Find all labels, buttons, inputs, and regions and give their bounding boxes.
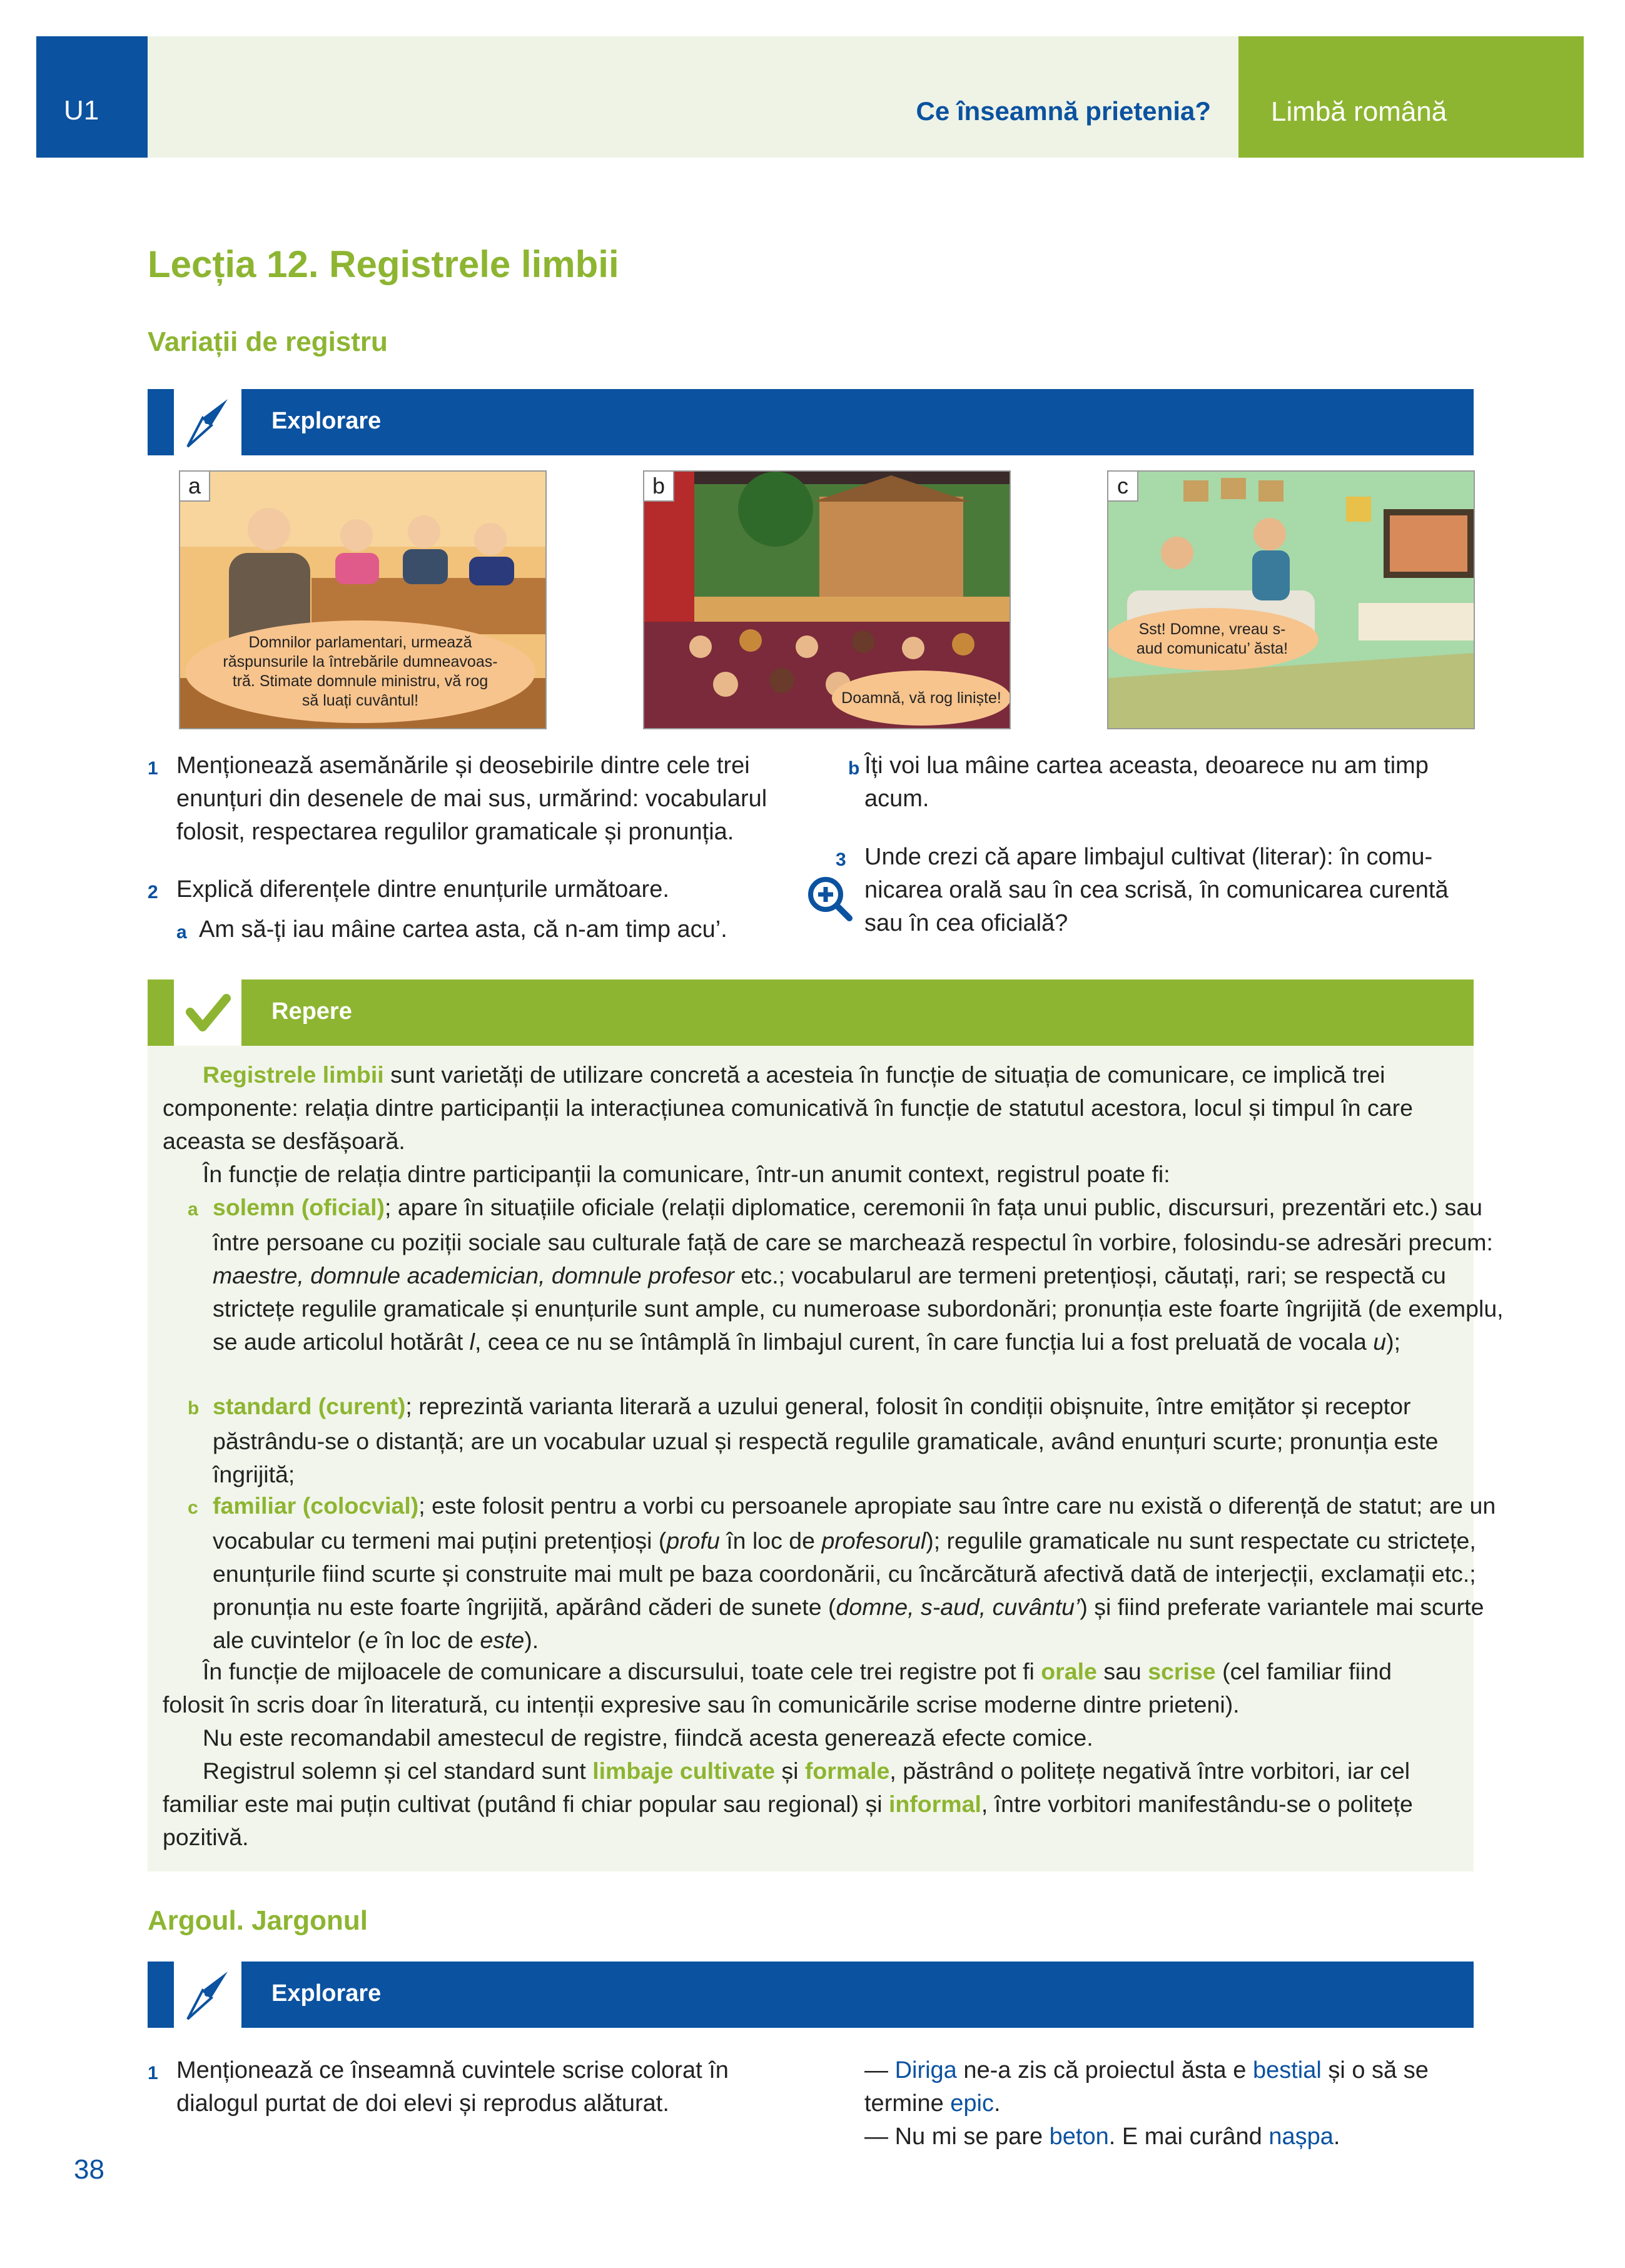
item-c-text-1: ; este folosit pentru a vorbi cu persoanele apropiate sau între care nu există o diferență de statut; are un vocabular cu termeni mai puțini pretențioși ( (213, 1492, 1496, 1554)
item-c-letter: c (188, 1497, 198, 1518)
p3-text-b: sau (1096, 1658, 1148, 1684)
p3-text-c: (cel familiar fiind folosit în scris doar în literatură, cu intenții expresive sau în comunicările scrise moderne dintre prieteni). (163, 1658, 1392, 1718)
slang-word-naspa: nașpa (1268, 2124, 1334, 2150)
compass-icon (174, 1962, 241, 2028)
checkmark-icon (174, 980, 241, 1046)
item-c-example-1: profu (666, 1527, 720, 1554)
exercise-2b-text: Îți voi lua mâine cartea aceasta, deoarece nu am timp acum. (864, 752, 1429, 812)
exercise-2-text: Explică diferențele dintre enunțurile următoare. (176, 876, 669, 903)
exercise-1 (148, 749, 786, 849)
dialogue-text: . E mai curând (1108, 2124, 1269, 2150)
dialogue-line-2 (864, 2120, 1477, 2154)
exercise-argou-1 (148, 2054, 786, 2120)
item-a-text-1: ; apare în situațiile oficiale (relații diplomatice, ceremonii în fața unui public, discursuri, prezentări etc.) sau între persoane cu poziții sociale sau culturale față de care se marchează respectul în vorbire, folosindu-se adresări precum: (213, 1194, 1493, 1255)
repere-p1-text: sunt varietăți de utilizare concretă a acesteia în funcție de situația de comunicare, ce implică trei componente: relația dintre participanții la interacțiunea comunicativă în funcție de statutul acestora, locul și timpul în care aceasta se desfășoară. (163, 1061, 1413, 1154)
exercise-2b (836, 749, 1474, 816)
item-b-letter: b (188, 1398, 200, 1419)
section-title-argoul: Argoul. Jargonul (148, 1905, 368, 1936)
p5-text-a: Registrul solemn și cel standard sunt (203, 1758, 593, 1784)
illustration-a (179, 470, 547, 729)
illustration-b-tag: b (644, 472, 674, 502)
repere-label: Repere (271, 998, 352, 1025)
dialogue-dash: — (864, 2057, 895, 2083)
exercise-1-text: Menționează asemănările și deosebirile dintre cele trei enunțuri din desenele de mai sus, urmărind: vocabularul folosit, respectarea regulilor gramaticale și pronunția. (176, 752, 767, 845)
item-c-text-4: ) și fiind preferate variantele mai scurte ale cuvintelor ( (213, 1594, 1484, 1653)
explorare-label-2: Explorare (271, 1980, 382, 2007)
repere-item-b (163, 1390, 1507, 1491)
exercise-3 (836, 841, 1474, 940)
page-number: 38 (74, 2154, 104, 2185)
item-c-text-5: în loc de (378, 1627, 480, 1653)
p5-text-d: , între vorbitori manifestându-se o politețe pozitivă. (163, 1791, 1413, 1850)
explorare-banner-2 (148, 1962, 1474, 2028)
illustration-c-tag: c (1108, 472, 1138, 502)
speech-bubble-a: Domnilor parlamentari, urmează răspunsurile la întrebările dumneavoastră. Stimate domnule ministru, vă rog să luați cuvântul! (185, 620, 535, 723)
repere-item-a (163, 1191, 1507, 1359)
item-b-text: ; reprezintă varianta literară a uzului general, folosit în condiții obișnuite, între emițător și receptor păstrându-se o distanță; are un vocabular uzual și respectă regulile gramaticale, având enunțuri scurte; pronunția este îngrijită; (213, 1393, 1439, 1487)
dialogue-text: . (1333, 2124, 1340, 2150)
term-standard: standard (curent) (213, 1393, 406, 1419)
exercise-2a-letter: a (176, 922, 187, 943)
exercise-2a (176, 913, 789, 946)
term-familiar: familiar (colocvial) (213, 1492, 419, 1519)
section-title-variatii: Variații de registru (148, 327, 388, 357)
slang-word-beton: beton (1049, 2124, 1109, 2150)
exercise-argou-1-text: Menționează ce înseamnă cuvintele scrise colorat în dialogul purtat de doi elevi și reprodus alăturat. (176, 2057, 729, 2117)
item-c-text-6: ). (524, 1627, 539, 1653)
term-registrele-limbii: Registrele limbii (203, 1061, 384, 1088)
item-c-text-2: în loc de (719, 1527, 822, 1554)
p5-text-b: și (774, 1758, 805, 1784)
explorare-banner (148, 389, 1474, 455)
term-orale: orale (1041, 1658, 1097, 1684)
dialogue-text: ne-a zis că proiectul ăsta e (956, 2057, 1253, 2083)
repere-paragraph-5 (163, 1754, 1457, 1854)
exercise-3-number: 3 (836, 849, 846, 870)
subject-label: Limbă română (1271, 96, 1447, 127)
exercise-2b-letter: b (848, 758, 860, 779)
repere-paragraph-2: În funcție de relația dintre participanții la comunicare, într-un anumit context, registrul poate fi: (203, 1161, 1170, 1187)
item-c-example-4: e (365, 1627, 378, 1653)
item-c-text-3: ); regulile gramaticale nu sunt respectate cu strictețe, enunțurile fiind scurte și construite mai mult pe baza coordonării, cu încărcătură afectivă dată de interjecții, exclamații etc.; pronunția nu este foarte îngrijită, apărând căderi de sunete ( (213, 1527, 1476, 1620)
repere-paragraph-1 (163, 1058, 1457, 1158)
item-a-vowel: u (1373, 1329, 1387, 1355)
exercise-2a-text: Am să-ți iau mâine cartea asta, că n-am timp acu’. (199, 916, 727, 943)
item-c-example-2: profesorul (821, 1527, 926, 1554)
item-c-example-5: este (480, 1627, 525, 1653)
explorare-label: Explorare (271, 408, 382, 434)
item-a-examples: maestre, domnule academician, domnule profesor (213, 1262, 734, 1288)
item-a-text-3: , ceea ce nu se întâmplă în limbajul curent, în care funcția lui a fost preluată de vocala (475, 1329, 1374, 1355)
dialogue-text: Nu mi se pare (894, 2124, 1050, 2150)
term-formale: formale (804, 1758, 890, 1784)
speech-bubble-b: Doamnă, vă rog liniște! (832, 671, 1011, 726)
illustration-a-tag: a (180, 472, 210, 502)
term-limbaje-cultivate: limbaje cultivate (592, 1758, 775, 1784)
p3-text-a: În funcție de mijloacele de comunicare a discursului, toate cele trei registre pot fi (203, 1658, 1041, 1684)
item-c-example-3: domne, s-aud, cuvântu’ (836, 1594, 1080, 1620)
item-a-text-2: etc.; vocabularul are termeni pretențioși, căutați, rari; se respectă cu strictețe regulile gramaticale și enunțurile sunt ample, cu numeroase subordonări; pronunția este foarte îngrijită (de exemplu, se aude articolul hotărât (213, 1262, 1504, 1355)
exercise-argou-1-number: 1 (148, 2063, 158, 2083)
illustration-c (1107, 470, 1475, 729)
item-a-text-4: ); (1386, 1329, 1401, 1355)
compass-icon (174, 389, 241, 455)
repere-paragraph-4: Nu este recomandabil amestecul de registre, fiindcă acesta generează efecte comice. (203, 1724, 1093, 1751)
unit-badge (36, 36, 148, 158)
header-bar (148, 36, 1238, 158)
slang-word-diriga: Diriga (894, 2057, 957, 2083)
illustration-b (643, 470, 1011, 729)
unit-label: U1 (64, 95, 99, 126)
chapter-title: Ce înseamnă prietenia? (916, 96, 1211, 126)
repere-banner (148, 980, 1474, 1046)
exercise-2-number: 2 (148, 882, 158, 903)
subject-badge (1238, 36, 1584, 158)
repere-paragraph-3 (163, 1655, 1457, 1721)
dialogue-line-1 (864, 2054, 1477, 2120)
slang-word-bestial: bestial (1252, 2057, 1322, 2083)
item-a-article: l (469, 1329, 475, 1355)
lesson-title: Lecția 12. Registrele limbii (148, 243, 619, 285)
item-a-letter: a (188, 1199, 198, 1220)
dialogue-text: . (994, 2090, 1001, 2117)
slang-word-epic: epic (950, 2090, 994, 2117)
speech-bubble-c: Sst! Domne, vreau s-aud comunicatu’ ăsta! (1107, 608, 1319, 671)
dialogue-dash: — (864, 2124, 895, 2150)
term-solemn: solemn (oficial) (213, 1194, 385, 1220)
exercise-3-text: Unde crezi că apare limbajul cultivat (literar): în comunicarea orală sau în cea scrisă, în comunicarea curentă sau în cea oficială? (864, 844, 1449, 936)
exercise-2 (148, 873, 786, 906)
exercise-1-number: 1 (148, 758, 158, 779)
term-scrise: scrise (1148, 1658, 1216, 1684)
term-informal: informal (888, 1791, 981, 1817)
repere-item-c (163, 1489, 1507, 1657)
dialogue-text: și o să se termine (864, 2057, 1429, 2117)
p5-text-c: , păstrând o politețe negativă între vorbitori, iar cel familiar este mai puțin cultivat (putând fi chiar popular sau regional) și (163, 1758, 1410, 1817)
dialogue (864, 2054, 1477, 2154)
